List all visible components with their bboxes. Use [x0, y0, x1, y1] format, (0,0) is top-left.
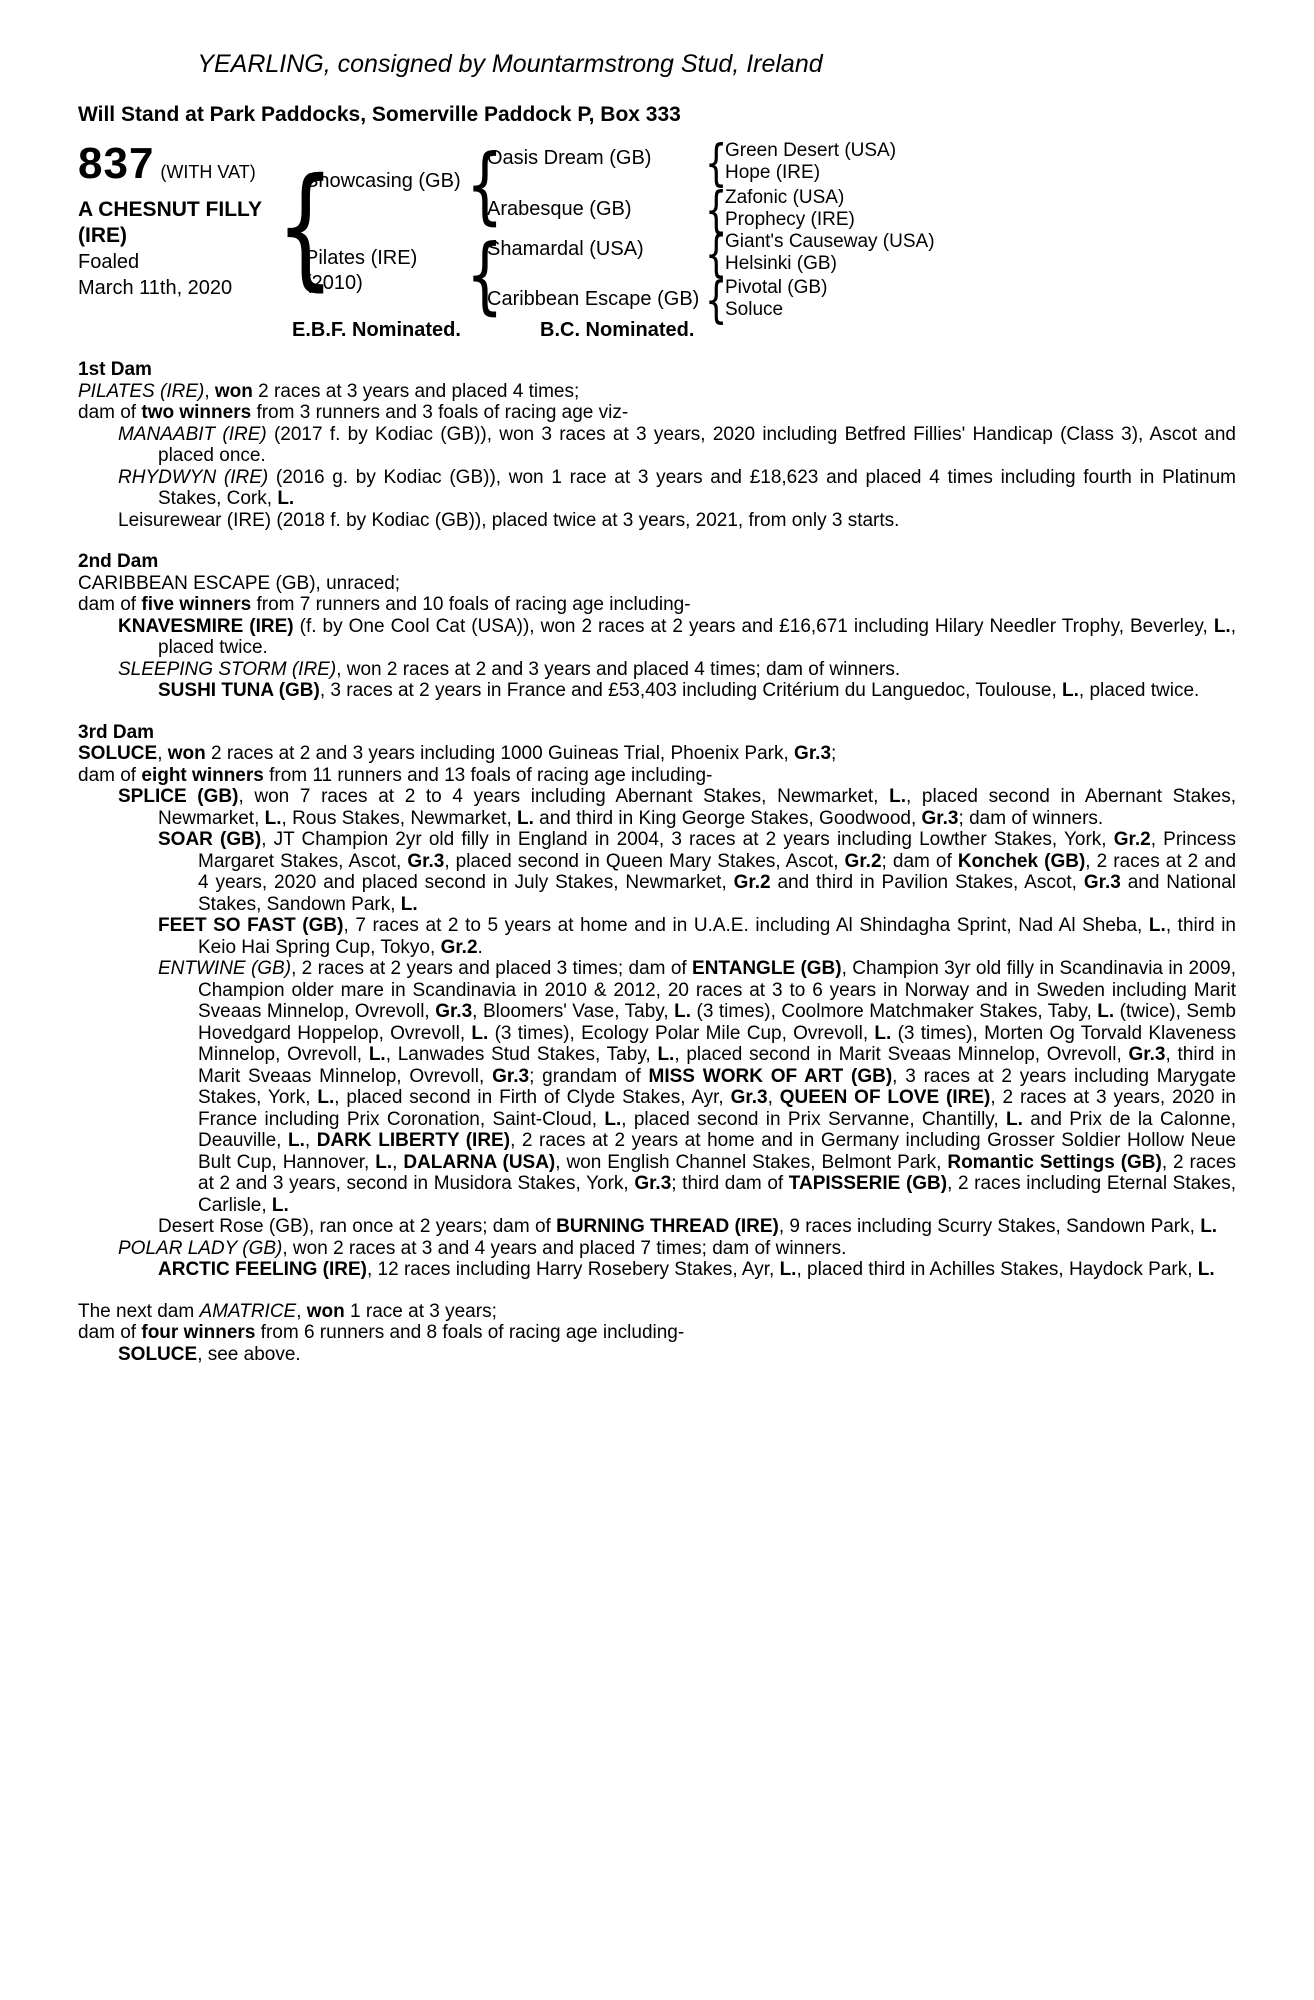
horse-name: SUSHI TUNA (GB)	[158, 680, 320, 701]
horse-name: QUEEN OF LOVE (IRE)	[779, 1087, 991, 1108]
horse-name: L.	[271, 1194, 289, 1216]
great-granddam-name: Hope (IRE)	[725, 162, 821, 183]
dam-heading: 2nd Dam	[78, 551, 159, 572]
great-grandparents-pair	[725, 231, 935, 275]
pedigree-entry: dam of five winners from 7 runners and 10 foals of racing age including-	[78, 594, 691, 615]
horse-name: L.	[674, 1001, 692, 1022]
horse-name: SOLUCE	[118, 1343, 198, 1365]
dam-year: (2010)	[305, 272, 363, 294]
great-grandparents-pair	[725, 277, 827, 321]
horse-name: won	[167, 743, 206, 764]
horse-name: L.	[1097, 1001, 1115, 1022]
horse-name: won	[214, 380, 253, 402]
horse-name: Gr.3	[1083, 872, 1121, 893]
pedigree-table	[78, 133, 1236, 319]
granddam-name: Arabesque (GB)	[487, 198, 632, 220]
pedigree-entry: SUSHI TUNA (GB), 3 races at 2 years in France and £53,403 including Critérium du Languedoc, Toulouse, L., placed twice.	[158, 680, 1200, 701]
pedigree-entry: PILATES (IRE), won 2 races at 3 years and placed 4 times;	[78, 380, 580, 402]
pedigree-entry: The next dam AMATRICE, won 1 race at 3 years;	[78, 1300, 497, 1322]
horse-name: SPLICE (GB)	[118, 786, 239, 807]
horse-name: L.	[874, 1022, 892, 1044]
pedigree-entry: dam of two winners from 3 runners and 3 foals of racing age viz-	[78, 402, 629, 423]
horse-name: Gr.2	[1113, 829, 1151, 850]
horse-name: Gr.2	[844, 850, 882, 872]
dam-section	[78, 359, 1236, 531]
foaled-label: Foaled	[78, 251, 140, 273]
horse-name: Gr.2	[440, 936, 478, 958]
great-grandsire-name: Zafonic (USA)	[725, 187, 845, 208]
pedigree-entry: dam of four winners from 6 runners and 8 foals of racing age including-	[78, 1322, 685, 1343]
horse-name: L.	[1197, 1259, 1215, 1280]
horse-name: ENTANGLE (GB)	[692, 958, 842, 979]
dam-heading: 3rd Dam	[78, 721, 155, 743]
horse-name: PILATES (IRE)	[78, 380, 205, 402]
horse-name: MISS WORK OF ART (GB)	[648, 1065, 893, 1087]
horse-name: FEET SO FAST (GB)	[158, 915, 344, 936]
horse-name: L.	[368, 1044, 386, 1065]
horse-name: KNAVESMIRE (IRE)	[118, 615, 294, 637]
catalogue-body	[78, 359, 1236, 1365]
horse-name: Gr.3	[634, 1173, 672, 1194]
horse-name: won	[306, 1300, 345, 1322]
pedigree-entry: Leisurewear (IRE) (2018 f. by Kodiac (GB)), placed twice at 3 years, 2021, from only 3 starts.	[118, 509, 900, 531]
horse-name: Gr.3	[794, 743, 832, 764]
horse-name-line: A CHESNUT FILLY	[78, 198, 262, 221]
sire-name: Showcasing (GB)	[305, 170, 461, 192]
ebf-nominated-label: E.B.F. Nominated.	[292, 319, 461, 341]
horse-name: L.	[604, 1108, 622, 1130]
horse-name: MANAABIT (IRE)	[118, 423, 267, 445]
horse-country-suffix: (IRE)	[78, 224, 127, 247]
horse-name: L.	[1062, 680, 1079, 701]
pedigree-entry: SOLUCE, won 2 races at 2 and 3 years including 1000 Guineas Trial, Phoenix Park, Gr.3;	[78, 743, 837, 764]
horse-name: POLAR LADY (GB)	[118, 1237, 283, 1259]
dam-name-block	[305, 246, 417, 296]
dam-heading: 1st Dam	[78, 359, 152, 380]
pedigree-entry: CARIBBEAN ESCAPE (GB), unraced;	[78, 572, 401, 594]
horse-name: BURNING THREAD (IRE)	[556, 1216, 779, 1237]
foaled-date: March 11th, 2020	[78, 277, 233, 299]
lot-number: 837	[78, 139, 155, 188]
pedigree-entry: POLAR LADY (GB), won 2 races at 3 and 4 years and placed 7 times; dam of winners.	[118, 1237, 847, 1259]
horse-name: L.	[1213, 615, 1231, 637]
horse-name: L.	[317, 1087, 335, 1108]
horse-name: Konchek (GB)	[957, 850, 1086, 872]
pedigree-entry: SPLICE (GB), won 7 races at 2 to 4 years including Abernant Stakes, Newmarket, L., placed second in Abernant Stakes, Newmarket, L., Rous Stakes, Newmarket, L. and third in King George Stakes, Goodwood, Gr.3; dam of winners.	[118, 786, 1236, 829]
pedigree-entry: ENTWINE (GB), 2 races at 2 years and placed 3 times; dam of ENTANGLE (GB), Champion 3yr old filly in Scandinavia in 2009, Champion older mare in Scandinavia in 2010 & 2012, 20 races at 3 to 6 years in Norway and in Sweden including Marit Sveaas Minnelop, Ovrevoll, Gr.3, Bloomers' Vase, Taby, L. (3 times), Coolmore Matchmaker Stakes, Taby, L. (twice), Semb Hovedgard Hoppelop, Ovrevoll, L. (3 times), Ecology Polar Mile Cup, Ovrevoll, L. (3 times), Morten Og Torvald Klaveness Minnelop, Ovrevoll, L., Lanwades Stud Stakes, Taby, L., placed second in Marit Sveaas Minnelop, Ovrevoll, Gr.3, third in Marit Sveaas Minnelop, Ovrevoll, Gr.3; grandam of MISS WORK OF ART (GB), 3 races at 2 years including Marygate Stakes, York, L., placed second in Firth of Clyde Stakes, Ayr, Gr.3, QUEEN OF LOVE (IRE), 2 races at 3 years, 2020 in France including Prix Coronation, Saint-Cloud, L., placed second in Prix Servanne, Chantilly, L. and Prix de la Calonne, Deauville, L., DARK LIBERTY (IRE), 2 races at 2 years at home and in Germany including Grosser Soldier Hollow Neue Bult Cup, Hannover, L., DALARNA (USA), won English Channel Stakes, Belmont Park, Romantic Settings (GB), 2 races at 2 and 3 years, second in Musidora Stakes, York, Gr.3; third dam of TAPISSERIE (GB), 2 races including Eternal Stakes, Carlisle, L.	[158, 958, 1237, 1216]
great-grandsire-name: Giant's Causeway (USA)	[725, 231, 935, 252]
horse-name: L.	[264, 807, 282, 829]
horse-name: Gr.3	[1128, 1044, 1166, 1065]
horse-name: L.	[277, 488, 295, 509]
horse-name: Romantic Settings (GB)	[947, 1151, 1162, 1173]
great-grandparents-pair	[725, 140, 896, 184]
great-granddam-name: Prophecy (IRE)	[725, 209, 855, 230]
pedigree-entry: Desert Rose (GB), ran once at 2 years; dam of BURNING THREAD (IRE), 9 races including Scurry Stakes, Sandown Park, L.	[158, 1216, 1218, 1237]
pedigree-entry: SOAR (GB), JT Champion 2yr old filly in England in 2004, 3 races at 2 years including Lowther Stakes, York, Gr.2, Princess Margaret Stakes, Ascot, Gr.3, placed second in Queen Mary Stakes, Ascot, Gr.2; dam of Konchek (GB), 2 races at 2 and 4 years, 2020 and placed second in July Stakes, Newmarket, Gr.2 and third in Pavilion Stakes, Ascot, Gr.3 and National Stakes, Sandown Park, L.	[158, 829, 1237, 915]
pedigree-entry: dam of eight winners from 11 runners and 13 foals of racing age including-	[78, 764, 713, 786]
horse-name: L.	[288, 1130, 305, 1151]
horse-name: AMATRICE	[199, 1300, 297, 1322]
page-title: YEARLING, consigned by Mountarmstrong Stud, Ireland	[197, 50, 823, 78]
horse-name: L.	[1200, 1216, 1218, 1237]
pedigree-entry: MANAABIT (IRE) (2017 f. by Kodiac (GB)), won 3 races at 3 years, 2020 including Betfred Fillies' Handicap (Class 3), Ascot and placed once.	[118, 423, 1237, 466]
horse-name: DARK LIBERTY (IRE)	[316, 1130, 511, 1151]
pedigree-entry: KNAVESMIRE (IRE) (f. by One Cool Cat (USA)), won 2 races at 2 years and £16,671 including Hilary Needler Trophy, Beverley, L., placed twice.	[118, 615, 1236, 658]
nominations-row	[78, 319, 1236, 345]
bc-nominated-label: B.C. Nominated.	[540, 319, 695, 341]
horse-description	[78, 197, 262, 301]
great-grandsire-name: Pivotal (GB)	[725, 277, 828, 298]
horse-name: ENTWINE (GB)	[158, 958, 292, 979]
horse-name: SOLUCE	[78, 743, 158, 764]
horse-name: five winners	[141, 594, 252, 615]
dam-name: Pilates (IRE)	[305, 247, 418, 269]
horse-name: L.	[779, 1259, 797, 1280]
horse-name: RHYDWYN (IRE)	[118, 466, 269, 488]
horse-name: Gr.3	[730, 1087, 768, 1108]
horse-name: L.	[657, 1044, 675, 1065]
horse-name: L.	[517, 807, 534, 829]
great-granddam-name: Soluce	[725, 299, 784, 320]
horse-name: Gr.3	[921, 807, 959, 829]
pedigree-entry: SOLUCE, see above.	[118, 1343, 301, 1365]
horse-name: L.	[400, 893, 418, 915]
stand-location: Will Stand at Park Paddocks, Somerville Paddock P, Box 333	[78, 103, 681, 126]
horse-name: Gr.3	[407, 850, 445, 872]
great-grandparents-pair	[725, 187, 855, 231]
horse-name: eight winners	[141, 764, 264, 786]
grandsire-name: Oasis Dream (GB)	[487, 147, 652, 169]
great-grandsire-name: Green Desert (USA)	[725, 140, 897, 161]
dam-section	[78, 551, 1236, 702]
pedigree-entry: SLEEPING STORM (IRE), won 2 races at 2 and 3 years and placed 4 times; dam of winners.	[118, 658, 901, 680]
lot-vat-label: (WITH VAT)	[160, 162, 256, 182]
horse-name: Gr.2	[733, 872, 771, 893]
horse-name: ARCTIC FEELING (IRE)	[158, 1259, 367, 1280]
horse-name: L.	[1006, 1108, 1023, 1130]
horse-name: SLEEPING STORM (IRE)	[118, 658, 337, 680]
great-granddam-name: Helsinki (GB)	[725, 253, 837, 274]
horse-name: L.	[1148, 915, 1166, 936]
pedigree-entry: ARCTIC FEELING (IRE), 12 races including Harry Rosebery Stakes, Ayr, L., placed third in Achilles Stakes, Haydock Park, L.	[158, 1259, 1215, 1280]
dam-section	[78, 1301, 1236, 1366]
horse-name: SOAR (GB)	[158, 829, 262, 850]
horse-name: L.	[889, 786, 906, 807]
horse-name: L.	[375, 1151, 393, 1173]
horse-name: Gr.3	[492, 1065, 530, 1087]
pedigree-brace-ggp	[705, 275, 727, 325]
lot-block	[78, 139, 256, 189]
horse-name: four winners	[141, 1322, 256, 1343]
horse-name: TAPISSERIE (GB)	[788, 1173, 948, 1194]
horse-name: two winners	[141, 402, 252, 423]
pedigree-entry: FEET SO FAST (GB), 7 races at 2 to 5 years at home and in U.A.E. including Al Shindagha Sprint, Nad Al Sheba, L., third in Keio Hai Spring Cup, Tokyo, Gr.2.	[158, 915, 1236, 958]
horse-name: DALARNA (USA)	[403, 1151, 556, 1173]
horse-name: L.	[471, 1022, 489, 1044]
grandsire-name: Shamardal (USA)	[487, 238, 644, 260]
dam-section	[78, 722, 1236, 1281]
pedigree-entry: RHYDWYN (IRE) (2016 g. by Kodiac (GB)), won 1 race at 3 years and £18,623 and placed 4 times including fourth in Platinum Stakes, Cork, L.	[118, 466, 1236, 509]
horse-name: Gr.3	[435, 1001, 473, 1022]
granddam-name: Caribbean Escape (GB)	[487, 288, 700, 310]
